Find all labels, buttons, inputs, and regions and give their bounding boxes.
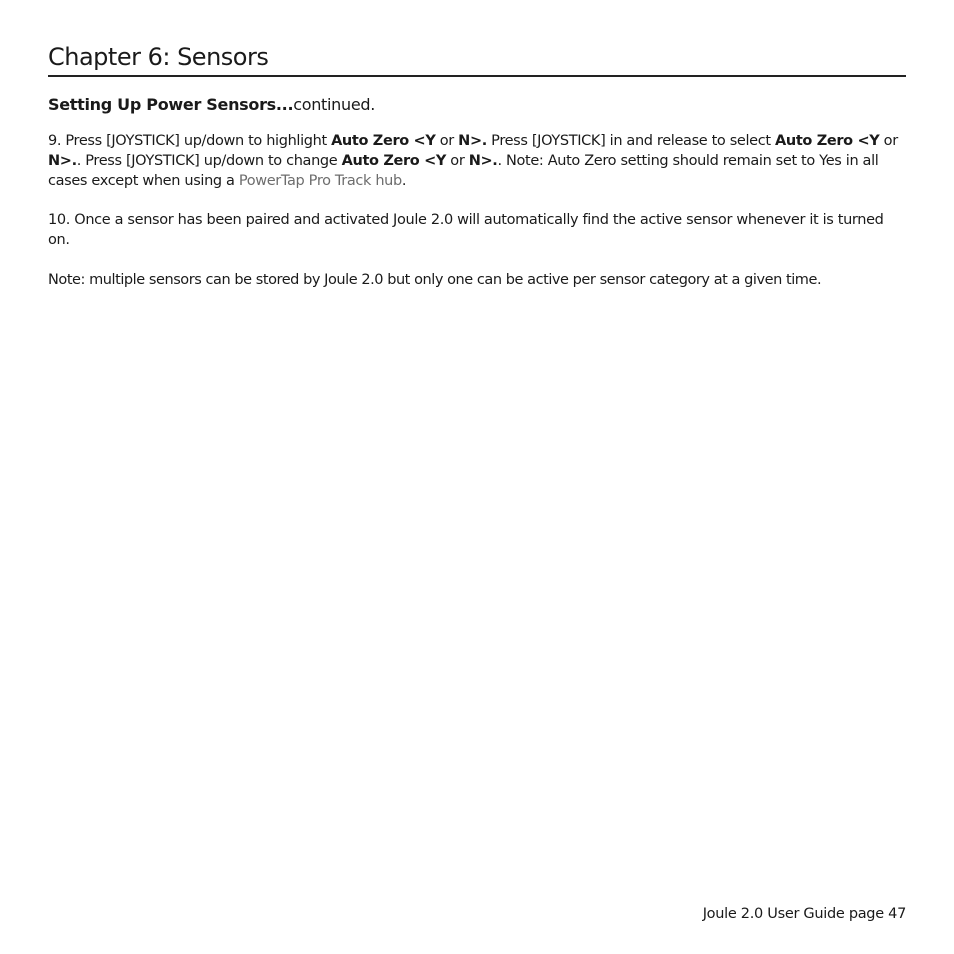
step-9-paragraph bbox=[48, 131, 898, 191]
step-9-text: . bbox=[401, 173, 407, 189]
step-9-text: . Note: Auto Zero setting should remain set to Yes in all cases except when using a bbox=[48, 153, 879, 189]
step-9-text: 9. Press [JOYSTICK] up/down to highlight bbox=[48, 133, 332, 149]
section-heading-rest: continued. bbox=[293, 95, 376, 114]
step-9-text: or bbox=[446, 153, 469, 169]
step-9-text: Press [JOYSTICK] in and release to select bbox=[486, 133, 775, 149]
note-paragraph: Note: multiple sensors can be stored by Joule 2.0 but only one can be active per sensor category at a given time. bbox=[48, 272, 822, 288]
step-9-text: . Press [JOYSTICK] up/down to change bbox=[76, 153, 342, 169]
section-heading bbox=[48, 94, 375, 116]
step-9-bold: N>. bbox=[468, 153, 498, 169]
step-9-text: or bbox=[435, 133, 459, 149]
step-10-paragraph: 10. Once a sensor has been paired and activated Joule 2.0 will automatically find the active sensor whenever it is turned on. bbox=[48, 212, 884, 248]
step-9-bold: N>. bbox=[48, 153, 77, 169]
title-rule bbox=[48, 75, 906, 77]
step-9-bold: Auto Zero <Y bbox=[341, 153, 447, 169]
step-9-bold: N>. bbox=[458, 133, 487, 149]
section-heading-bold: Setting Up Power Sensors... bbox=[48, 95, 294, 114]
powertap-link[interactable]: PowerTap Pro Track hub bbox=[238, 173, 402, 189]
step-9-bold: Auto Zero <Y bbox=[331, 133, 436, 149]
chapter-title: Chapter 6: Sensors bbox=[48, 43, 269, 71]
page-footer: Joule 2.0 User Guide page 47 bbox=[702, 906, 906, 922]
step-9-bold: Auto Zero <Y bbox=[774, 133, 880, 149]
step-9-text: or bbox=[879, 133, 898, 149]
